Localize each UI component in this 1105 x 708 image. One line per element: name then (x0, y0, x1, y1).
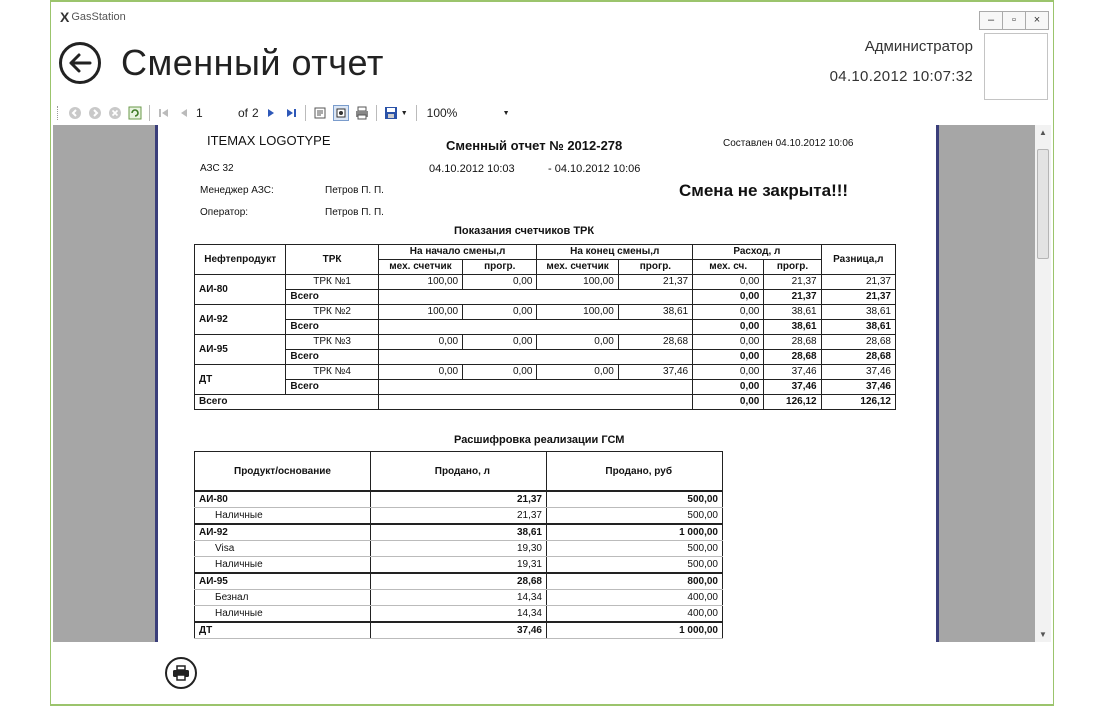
grand-total-diff: 126,12 (821, 395, 895, 410)
printer-icon[interactable] (355, 106, 369, 120)
counter-end-prog: 28,68 (618, 335, 692, 350)
chevron-down-icon[interactable]: ▼ (502, 109, 510, 117)
sales-liters: 14,34 (371, 606, 547, 623)
sales-rub: 800,00 (547, 573, 723, 590)
save-icon[interactable] (384, 106, 398, 120)
counter-end-prog: 37,46 (618, 365, 692, 380)
window-controls (979, 11, 1049, 30)
sales-liters: 19,30 (371, 541, 547, 557)
counter-end-prog: 21,37 (618, 275, 692, 290)
user-name: Администратор (864, 38, 973, 55)
sales-product-row (195, 573, 723, 590)
header-consumption: Расход, л (693, 245, 822, 260)
page-of-label: of (238, 106, 249, 120)
counter-total-label: Всего (286, 380, 378, 395)
toolbar-separator (416, 105, 417, 121)
report-logo: ITEMAX LOGOTYPE (207, 133, 331, 148)
operator-name: Петров П. П. (325, 207, 384, 218)
counter-total-row (195, 380, 896, 395)
counter-row (195, 365, 896, 380)
counter-cons-prog: 28,68 (764, 335, 821, 350)
sales-detail-row (195, 590, 723, 606)
page-title: Сменный отчет (121, 42, 384, 83)
refresh-icon[interactable] (128, 106, 142, 120)
counter-cons-prog: 37,46 (764, 365, 821, 380)
counter-total-label: Всего (286, 320, 378, 335)
grand-total-prog: 126,12 (764, 395, 821, 410)
counter-cons-mech: 0,00 (693, 335, 764, 350)
counter-total-prog: 38,61 (764, 320, 821, 335)
header-product: Нефтепродукт (195, 245, 286, 275)
counter-end-mech: 0,00 (537, 335, 618, 350)
counter-start-mech: 0,00 (378, 335, 462, 350)
grand-total-label: Всего (195, 395, 379, 410)
maximize-button[interactable]: ▫ (1002, 12, 1025, 29)
current-page-input[interactable]: 1 (196, 106, 203, 120)
sales-name: Безнал (195, 590, 371, 606)
toolbar-grip[interactable] (57, 106, 61, 120)
current-datetime: 04.10.2012 10:07:32 (829, 68, 973, 85)
header-start-prog: прогр. (463, 260, 537, 275)
counter-start-prog: 0,00 (463, 275, 537, 290)
counter-total-diff: 38,61 (821, 320, 895, 335)
counter-end-mech: 0,00 (537, 365, 618, 380)
vertical-scrollbar[interactable] (1035, 125, 1051, 642)
stop-icon[interactable] (108, 106, 122, 120)
header-end: На конец смены,л (537, 245, 693, 260)
operator-label: Оператор: (200, 207, 249, 218)
empty-cell (378, 350, 692, 365)
toolbar-separator (376, 105, 377, 121)
period-end: - 04.10.2012 10:06 (548, 163, 641, 175)
counter-total-mech: 0,00 (693, 380, 764, 395)
close-button[interactable]: × (1025, 12, 1048, 29)
scroll-down-icon[interactable]: ▼ (1039, 630, 1047, 639)
sales-rub: 1 000,00 (547, 524, 723, 541)
sales-detail-row (195, 508, 723, 525)
report-viewer (53, 125, 1035, 642)
counter-diff: 38,61 (821, 305, 895, 320)
empty-cell (378, 290, 692, 305)
counter-total-label: Всего (286, 350, 378, 365)
sales-rub: 1 000,00 (547, 622, 723, 639)
counter-total-diff: 21,37 (821, 290, 895, 305)
sales-name: Наличные (195, 557, 371, 574)
counter-row (195, 275, 896, 290)
sales-detail-row (195, 606, 723, 623)
sales-name: Visa (195, 541, 371, 557)
print-button[interactable] (165, 657, 197, 689)
sales-detail-row (195, 557, 723, 574)
counter-total-prog: 37,46 (764, 380, 821, 395)
period-start: 04.10.2012 10:03 (429, 163, 515, 175)
header-pump: ТРК (286, 245, 378, 275)
counter-pump: ТРК №4 (286, 365, 378, 380)
counter-total-mech: 0,00 (693, 350, 764, 365)
header-end-mech: мех. счетчик (537, 260, 618, 275)
toolbar-separator (305, 105, 306, 121)
first-page-icon[interactable] (157, 106, 171, 120)
sales-name: АИ-92 (195, 524, 371, 541)
sales-product-row (195, 524, 723, 541)
sales-liters: 21,37 (371, 508, 547, 525)
counter-product: АИ-92 (195, 305, 286, 335)
prev-page-icon[interactable] (177, 106, 191, 120)
arrow-left-icon (68, 52, 92, 74)
counter-end-prog: 38,61 (618, 305, 692, 320)
chevron-down-icon[interactable]: ▼ (400, 109, 408, 117)
counter-end-mech: 100,00 (537, 275, 618, 290)
counter-start-mech: 0,00 (378, 365, 462, 380)
counter-pump: ТРК №2 (286, 305, 378, 320)
counter-row (195, 305, 896, 320)
last-page-icon[interactable] (284, 106, 298, 120)
header-start-mech: мех. счетчик (378, 260, 462, 275)
sales-product-row (195, 622, 723, 639)
report-page (155, 125, 939, 642)
sales-header-liters: Продано, л (371, 452, 547, 492)
app-window (50, 0, 1054, 706)
counter-diff: 28,68 (821, 335, 895, 350)
zoom-select[interactable]: 100% (426, 106, 458, 120)
report-toolbar (51, 102, 1053, 124)
counter-total-mech: 0,00 (693, 320, 764, 335)
minimize-button[interactable]: – (980, 12, 1002, 29)
empty-cell (378, 380, 692, 395)
counter-total-mech: 0,00 (693, 290, 764, 305)
app-name: GasStation (71, 11, 126, 23)
empty-cell (378, 395, 692, 410)
counter-start-prog: 0,00 (463, 365, 537, 380)
header-cons-prog: прогр. (764, 260, 821, 275)
manager-label: Менеджер АЗС: (200, 185, 274, 196)
counter-product: ДТ (195, 365, 286, 395)
report-title: Сменный отчет № 2012-278 (446, 138, 623, 153)
sales-header-rub: Продано, руб (547, 452, 723, 492)
counter-pump: ТРК №1 (286, 275, 378, 290)
counters-title: Показания счетчиков ТРК (454, 225, 595, 237)
counter-total-diff: 37,46 (821, 380, 895, 395)
sales-liters: 19,31 (371, 557, 547, 574)
counter-total-prog: 28,68 (764, 350, 821, 365)
counter-total-row (195, 350, 896, 365)
sales-name: Наличные (195, 508, 371, 525)
counter-total-diff: 28,68 (821, 350, 895, 365)
sales-product-row (195, 491, 723, 508)
header-diff: Разница,л (821, 245, 895, 275)
sales-liters: 14,34 (371, 590, 547, 606)
sales-rub: 400,00 (547, 606, 723, 623)
print-layout-icon[interactable] (333, 105, 349, 121)
avatar (984, 33, 1048, 100)
counter-end-mech: 100,00 (537, 305, 618, 320)
counter-start-mech: 100,00 (378, 305, 462, 320)
sales-name: ДТ (195, 622, 371, 639)
sales-rub: 500,00 (547, 491, 723, 508)
sales-rub: 500,00 (547, 508, 723, 525)
shift-status: Смена не закрыта!!! (679, 181, 849, 200)
sales-table (194, 451, 723, 639)
counter-diff: 37,46 (821, 365, 895, 380)
total-pages: 2 (252, 106, 259, 120)
counter-start-mech: 100,00 (378, 275, 462, 290)
sales-rub: 500,00 (547, 557, 723, 574)
sales-rub: 500,00 (547, 541, 723, 557)
counter-pump: ТРК №3 (286, 335, 378, 350)
sales-name: АИ-80 (195, 491, 371, 508)
counter-total-prog: 21,37 (764, 290, 821, 305)
counter-total-row (195, 320, 896, 335)
counter-total-label: Всего (286, 290, 378, 305)
sales-header-product: Продукт/основание (195, 452, 371, 492)
app-title (60, 9, 126, 25)
grand-total-mech: 0,00 (693, 395, 764, 410)
sales-detail-row (195, 541, 723, 557)
counter-total-row (195, 290, 896, 305)
sales-name: АИ-95 (195, 573, 371, 590)
sales-name: Наличные (195, 606, 371, 623)
counter-cons-mech: 0,00 (693, 305, 764, 320)
counter-cons-mech: 0,00 (693, 365, 764, 380)
report-compiled-date: Составлен 04.10.2012 10:06 (723, 138, 854, 149)
counter-start-prog: 0,00 (463, 305, 537, 320)
counter-cons-prog: 21,37 (764, 275, 821, 290)
document-map-icon[interactable] (313, 106, 327, 120)
sales-rub: 400,00 (547, 590, 723, 606)
scroll-thumb[interactable] (1037, 149, 1049, 259)
empty-cell (378, 320, 692, 335)
counter-diff: 21,37 (821, 275, 895, 290)
counters-table (194, 244, 896, 410)
next-page-icon[interactable] (264, 106, 278, 120)
printer-icon (172, 665, 190, 681)
header-end-prog: прогр. (618, 260, 692, 275)
header-start: На начало смены,л (378, 245, 537, 260)
toolbar-separator (149, 105, 150, 121)
nav-back-icon[interactable] (68, 106, 82, 120)
counter-cons-mech: 0,00 (693, 275, 764, 290)
sales-liters: 38,61 (371, 524, 547, 541)
app-logo-icon: X (60, 9, 70, 25)
sales-liters: 28,68 (371, 573, 547, 590)
counter-start-prog: 0,00 (463, 335, 537, 350)
sales-title: Расшифровка реализации ГСМ (454, 434, 625, 446)
counter-product: АИ-95 (195, 335, 286, 365)
station-label: АЗС 32 (200, 163, 234, 174)
scroll-up-icon[interactable]: ▲ (1039, 128, 1047, 137)
header-cons-mech: мех. сч. (693, 260, 764, 275)
nav-forward-icon[interactable] (88, 106, 102, 120)
counter-product: АИ-80 (195, 275, 286, 305)
counter-cons-prog: 38,61 (764, 305, 821, 320)
back-button[interactable] (59, 42, 101, 84)
sales-liters: 37,46 (371, 622, 547, 639)
sales-liters: 21,37 (371, 491, 547, 508)
manager-name: Петров П. П. (325, 185, 384, 196)
counter-row (195, 335, 896, 350)
